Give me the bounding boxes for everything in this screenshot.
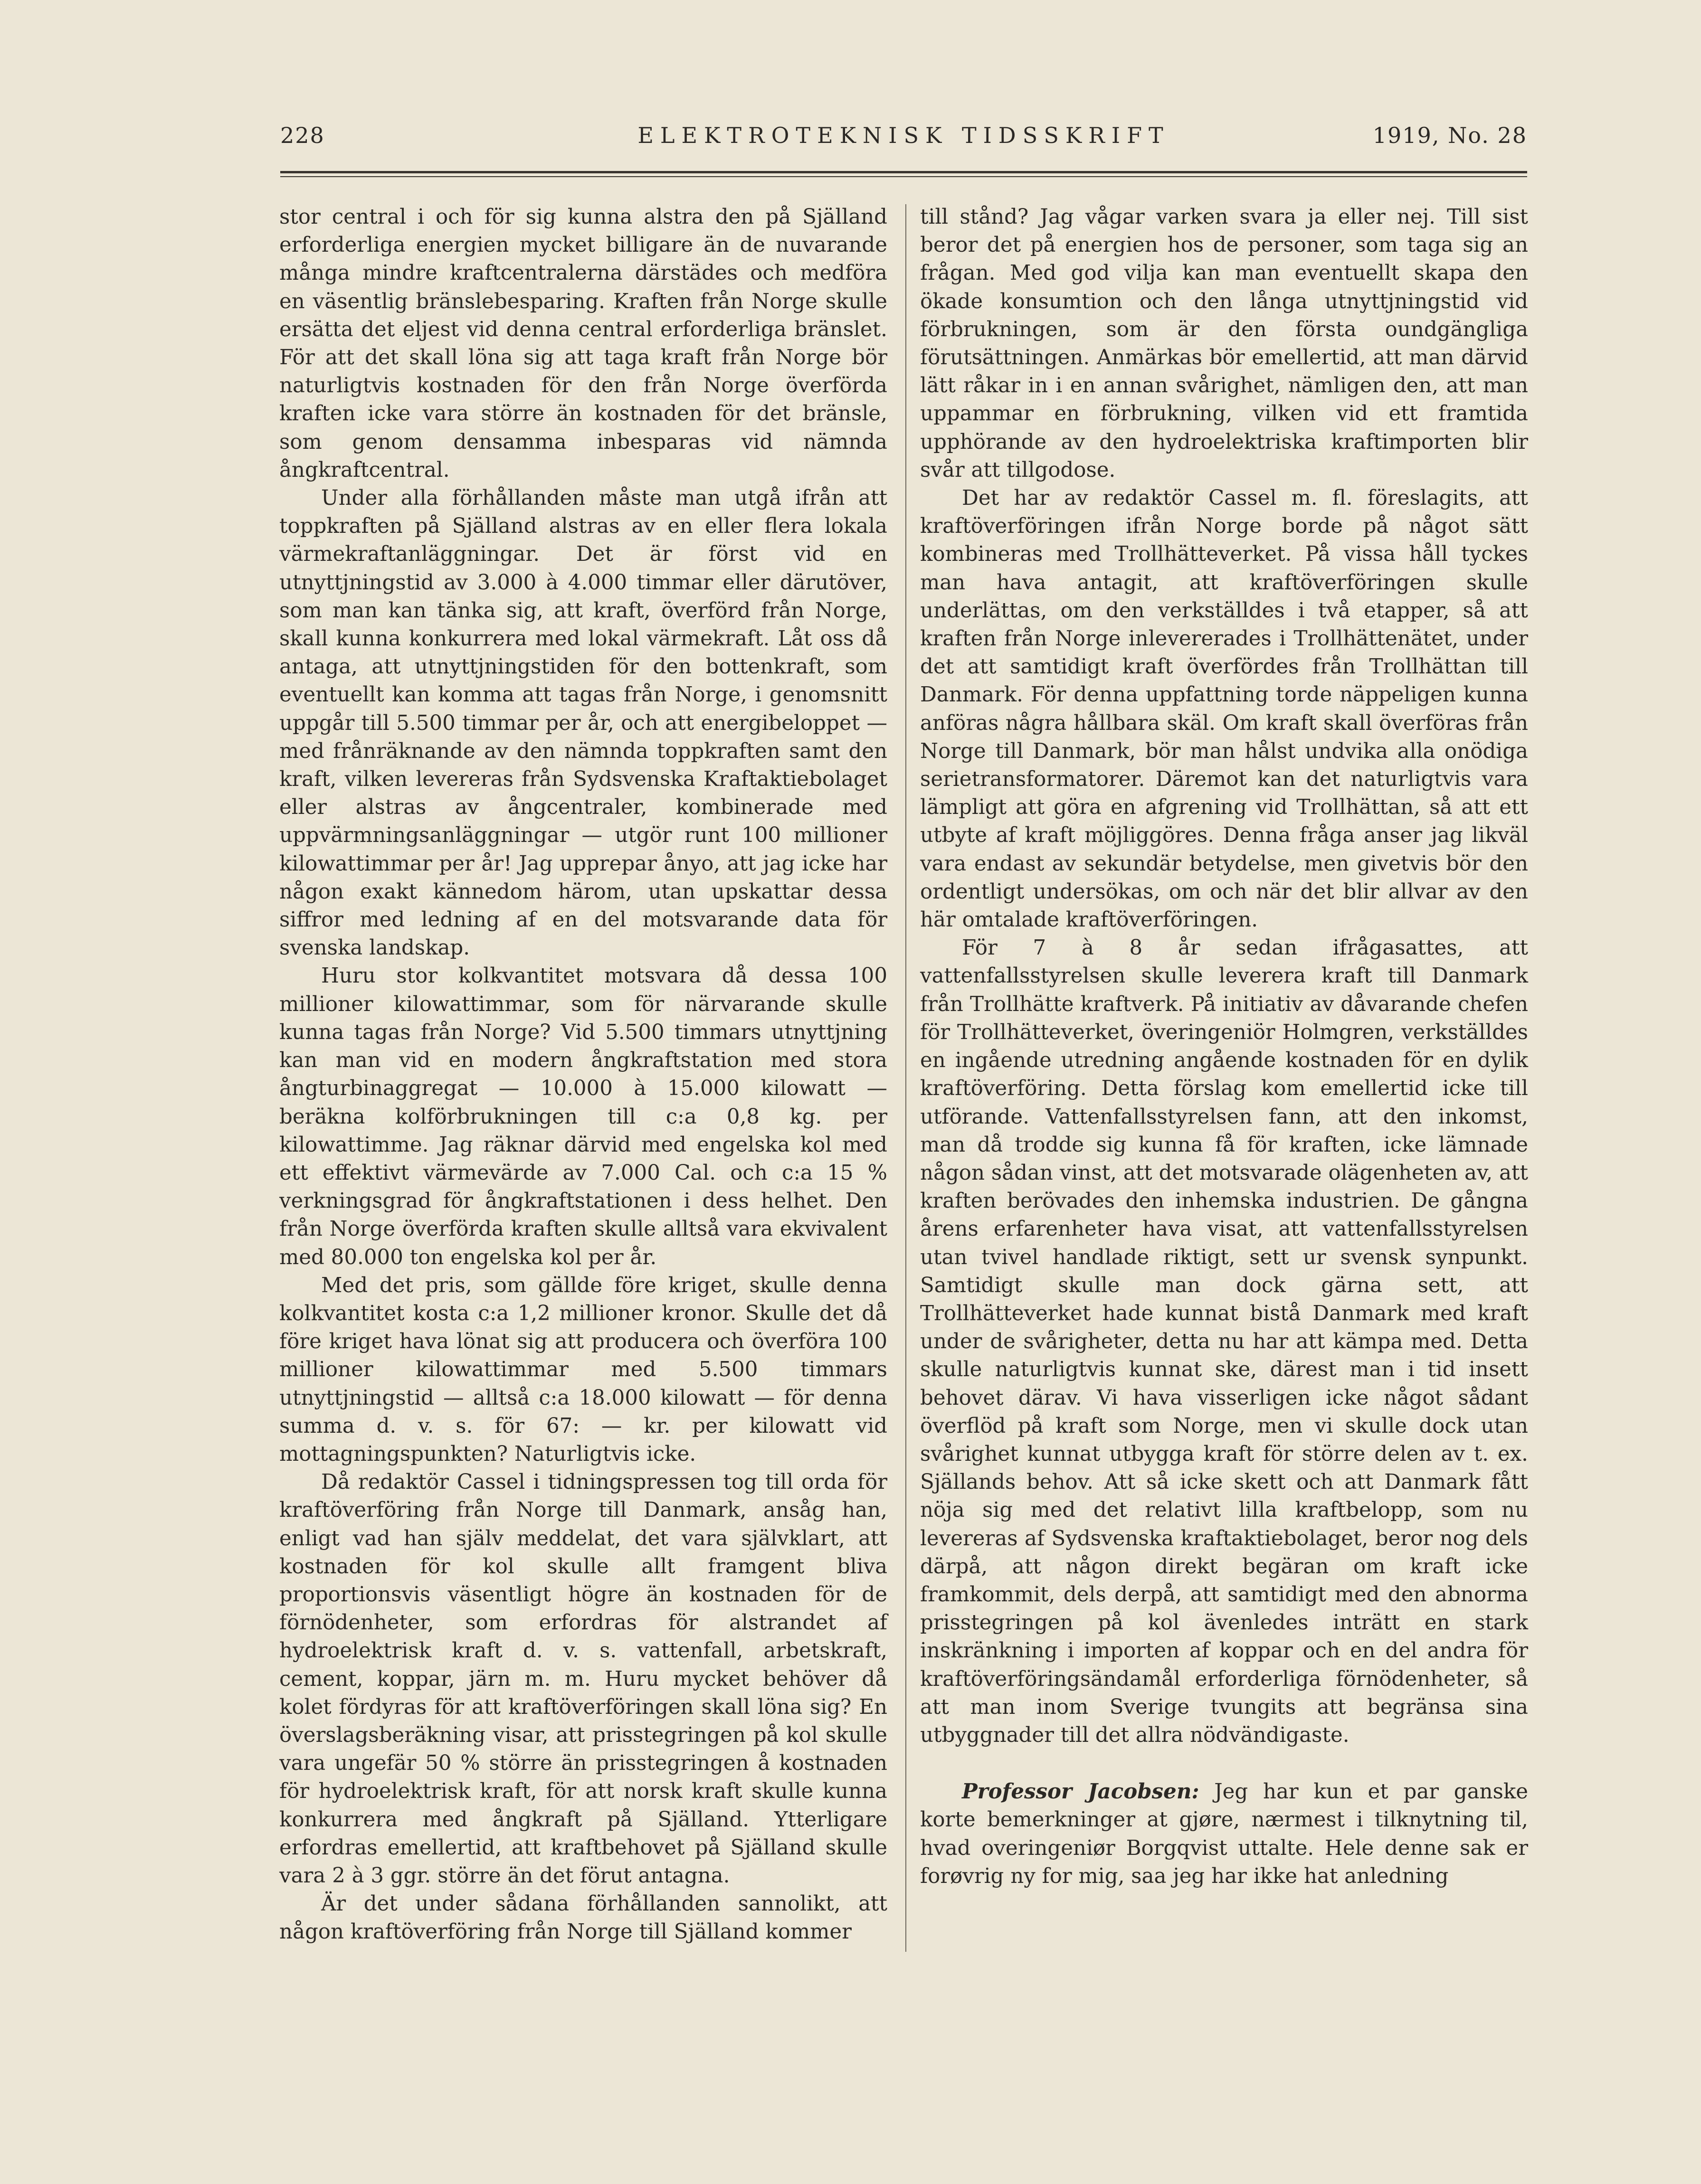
paragraph: till stånd? Jag vågar varken svara ja eller nej. Till sist beror det på energien hos de personer, som taga sig an frågan. Med god vilja kan man eventuellt skapa den ökade konsumtion och den långa utnyttjningstid vid förbrukningen, som är den första oundgängliga förutsättningen. Anmärkas bör emellertid, att man därvid lätt råkar in i en annan svårighet, nämligen den, att man uppammar en förbrukning, vilken vid ett framtida upphörande av den hydroelektriska kraftimporten blir svår att tillgodose. bbox=[920, 205, 1528, 482]
paragraph: stor central i och för sig kunna alstra den på Själland erforderliga energien mycket billigare än de nuvarande många mindre kraftcentralerna därstädes och medföra en väsentlig bränslebesparing. Kraften från Norge skulle ersätta det eljest vid denna central erforderliga bränslet. För att det skall löna sig att taga kraft från Norge bör naturligtvis kostnaden för den från Norge överförda kraften icke vara större än kostnaden för det bränsle, som genom densamma inbesparas vid nämnda ångkraftcentral. bbox=[279, 205, 887, 482]
speaker-paragraph bbox=[920, 1777, 1528, 1891]
header-rule-thin bbox=[280, 176, 1527, 177]
paragraph: Huru stor kolkvantitet motsvara då dessa 100 millioner kilowattimmar, som för närvarande skulle kunna tagas från Norge? Vid 5.500 timmars utnyttjning kan man vid en modern ångkraftstation med stora ångturbinaggregat — 10.000 à 15.000 kilowatt — beräkna kolförbrukningen till c:a 0,8 kg. per kilowattimme. Jag räknar därvid med engelska kol med ett effektivt värmevärde av 7.000 Cal. och c:a 15 % verkningsgrad för ångkraftstationen i dess helhet. Den från Norge överförda kraften skulle alltså vara ekvivalent med 80.000 ton engelska kol per år. bbox=[279, 964, 887, 1269]
paragraph: För 7 à 8 år sedan ifrågasattes, att vattenfallsstyrelsen skulle leverera kraft till Danmark från Trollhätte kraftverk. På initiativ av dåvarande chefen för Trollhätteverket, överingeniör Holmgren, verkställdes en ingående utredning angående kostnaden för en dylik kraftöverföring. Detta förslag kom emellertid icke till utförande. Vattenfallsstyrelsen fann, att den inkomst, man då trodde sig kunna få för kraften, icke lämnade någon sådan vinst, att det motsvarade olägenheten av, att kraften berövades den inhemska industrien. De gångna årens erfarenheter hava visat, att vattenfallsstyrelsen utan tvivel handlade riktigt, sett ur svensk synpunkt. Samtidigt skulle man dock gärna sett, att Trollhätteverket hade kunnat bistå Danmark med kraft under de svårigheter, detta nu har att kämpa med. Detta skulle naturligtvis kunnat ske, därest man i tid insett behovet därav. Vi hava visserligen icke något sådant överflöd på kraft som Norge, men vi skulle dock utan svårighet kunnat utbygga kraft för större delen av t. ex. Själlands behov. Att så icke skett och att Danmark fått nöja sig med det relativt lilla kraftbelopp, som nu levereras af Sydsvenska kraftaktiebolaget, beror nog dels därpå, att någon direkt begäran om kraft icke framkommit, dels derpå, att samtidigt med den abnorma prisstegringen på kol ävenledes inträtt en stark inskränkning i importen af koppar och en del andra för kraftöverföringsändamål erforderliga förnödenheter, så att man inom Sverige tvungits att begränsa sina utbyggnader till det allra nödvändigaste. bbox=[920, 936, 1528, 1747]
left-column bbox=[279, 203, 887, 1947]
column-divider bbox=[905, 204, 906, 1952]
paragraph: Det har av redaktör Cassel m. fl. föreslagits, att kraftöverföringen ifrån Norge borde på något sätt kombineras med Trollhätteverket. På vissa håll tyckes man hava antagit, att kraftöverföringen skulle underlättas, om den verkställdes i två etapper, så att kraften från Norge inlevererades i Trollhättenätet, under det att samtidigt kraft överfördes från Trollhättan till Danmark. För denna uppfattning torde näppeligen kunna anföras några hållbara skäl. Om kraft skall överföras från Norge till Danmark, bör man hålst undvika alla onödiga serietransformatorer. Däremot kan det naturligtvis vara lämpligt att göra en afgrening vid Trollhättan, så att ett utbyte af kraft möjliggöres. Denna fråga anser jag likväl vara endast av sekundär betydelse, men givetvis bör den ordentligt undersökas, om och när det blir allvar av den här omtalade kraftöverföringen. bbox=[920, 486, 1528, 932]
speaker-name: Professor Jacobsen: bbox=[962, 1779, 1199, 1804]
header-rule bbox=[280, 171, 1527, 173]
paragraph: Är det under sådana förhållanden sannolikt, att någon kraftöverföring från Norge till Själland kommer bbox=[279, 1892, 887, 1944]
running-header bbox=[280, 123, 1527, 156]
speaker-text: Jeg har kun et par ganske korte bemerkninger at gjøre, nærmest i tilknytning til, hvad overingeniør Borgqvist uttalte. Hele denne sak er forøvrig ny for mig, saa jeg har ikke hat anledning bbox=[920, 1780, 1528, 1888]
page-number: 228 bbox=[280, 123, 325, 148]
paragraph: Då redaktör Cassel i tidningspressen tog till orda för kraftöverföring från Norge till Danmark, ansåg han, enligt vad han själv meddelat, det vara självklart, att kostnaden för kol skulle allt framgent bliva proportionsvis väsentligt högre än kostnaden för de förnödenheter, som erfordras för alstrandet af hydroelektrisk kraft d. v. s. vattenfall, arbetskraft, cement, koppar, järn m. m. Huru mycket behöver då kolet fördyras för att kraftöverföringen skall löna sig? En överslagsberäkning visar, att prisstegringen på kol skulle vara ungefär 50 % större än prisstegringen å kostnaden för hydroelektrisk kraft, för att norsk kraft skulle kunna konkurrera med ångkraft på Själland. Ytterligare erfordras emellertid, att kraftbehovet på Själland skulle vara 2 à 3 ggr. större än det förut antagna. bbox=[279, 1470, 887, 1888]
paragraph: Med det pris, som gällde före kriget, skulle denna kolkvantitet kosta c:a 1,2 millioner kronor. Skulle det då före kriget hava lönat sig att producera och överföra 100 millioner kilowattimmar med 5.500 timmars utnyttjningstid — alltså c:a 18.000 kilowatt — för denna summa d. v. s. för 67: — kr. per kilowatt vid mottagningspunkten? Naturligtvis icke. bbox=[279, 1273, 887, 1466]
journal-title: ELEKTROTEKNISK TIDSSKRIFT bbox=[637, 123, 1170, 148]
issue-label: 1919, No. 28 bbox=[1372, 123, 1527, 148]
paragraph: Under alla förhållanden måste man utgå ifrån att toppkraften på Själland alstras av en eller flera lokala värmekraftanläggningar. Det är först vid en utnyttjningstid av 3.000 à 4.000 timmar eller därutöver, som man kan tänka sig, att kraft, överförd från Norge, skall kunna konkurrera med lokal värmekraft. Låt oss då antaga, att utnyttjningstiden för den bottenkraft, som eventuellt kan komma att tagas från Norge, i genomsnitt uppgår till 5.500 timmar per år, och att energibeloppet — med frånräknande av den nämnda toppkraften samt den kraft, vilken levereras från Sydsvenska Kraftaktiebolaget eller alstras av ångcentraler, kombinerade med uppvärmningsanläggningar — utgör runt 100 millioner kilowattimmar per år! Jag upprepar ånyo, att jag icke har någon exakt kännedom härom, utan upskattar dessa siffror med ledning af en del motsvarande data för svenska landskap. bbox=[279, 486, 887, 960]
right-column bbox=[920, 203, 1528, 1891]
